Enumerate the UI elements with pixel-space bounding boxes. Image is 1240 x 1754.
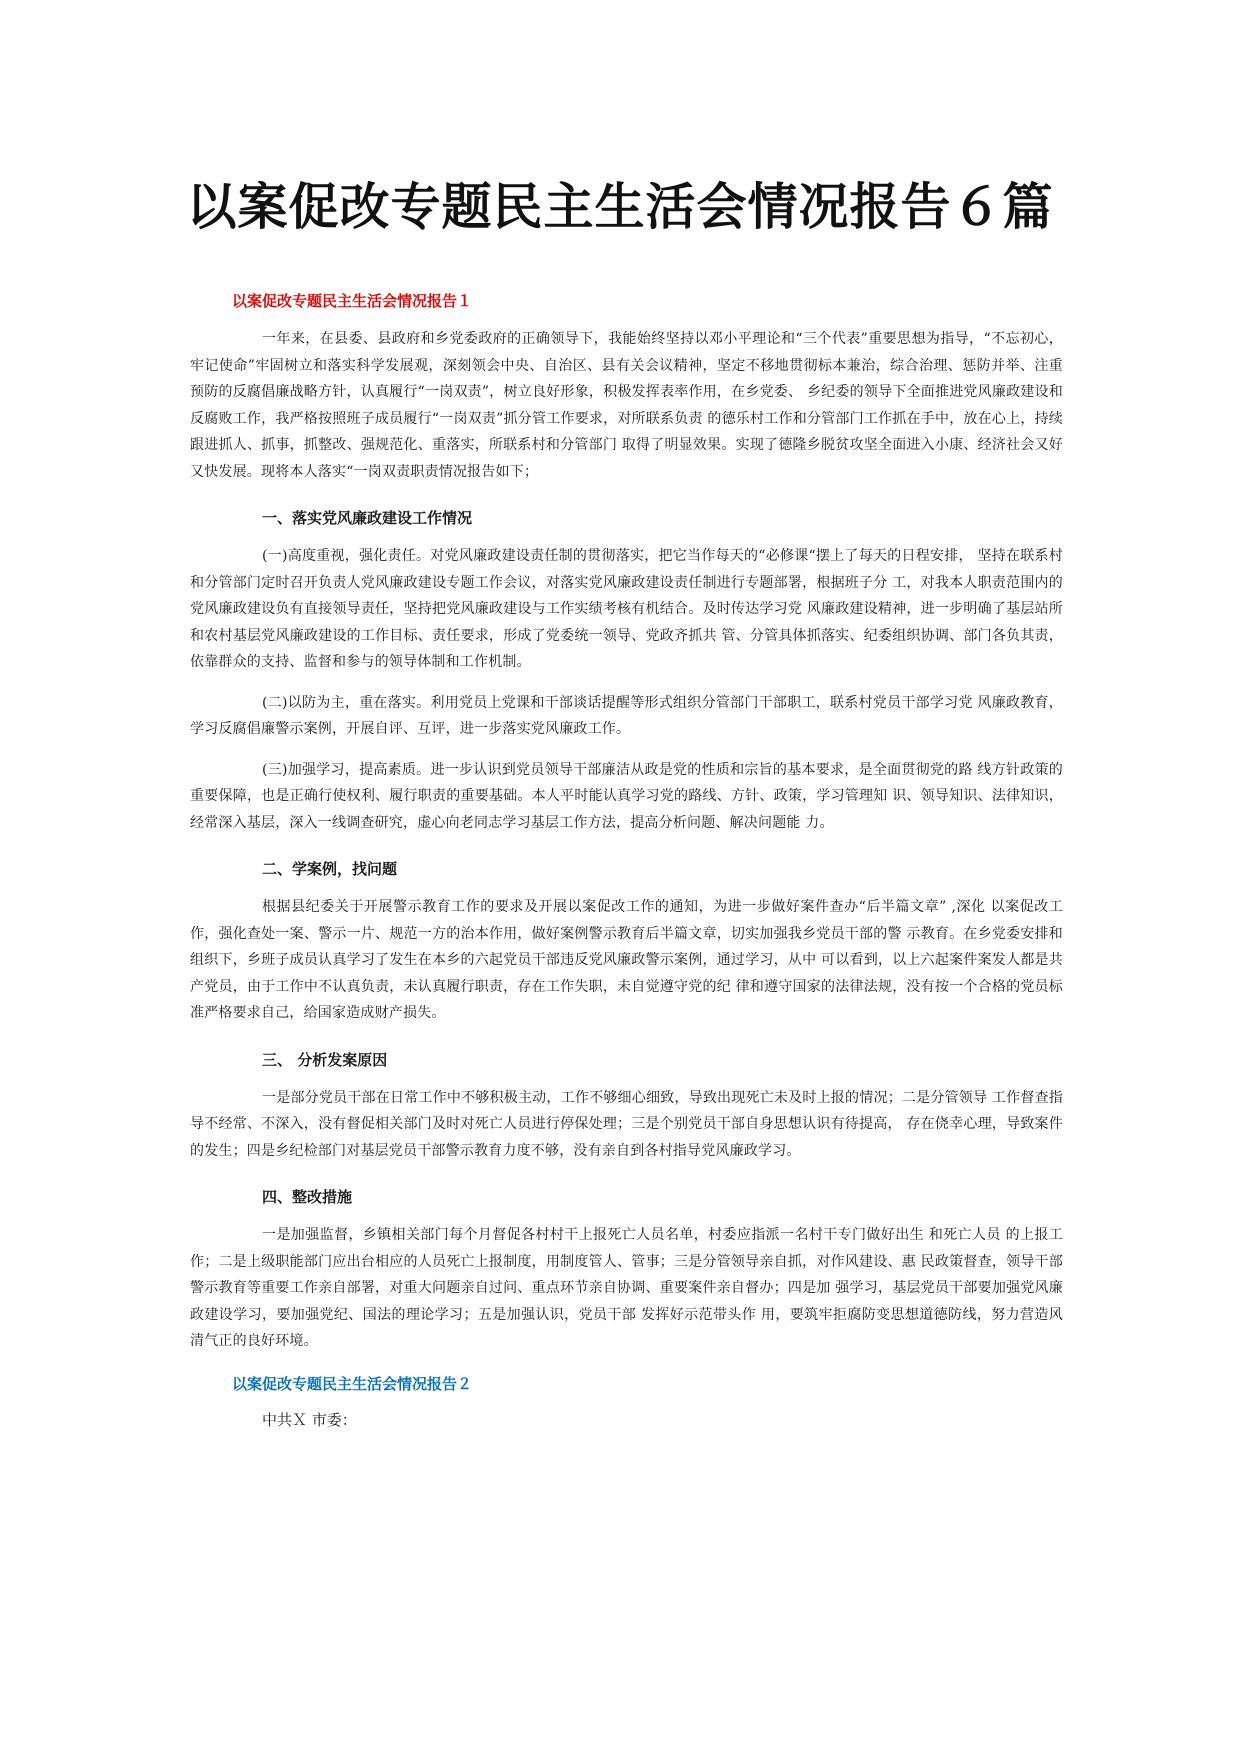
document-body <box>190 290 1063 1431</box>
section-1-heading: 一、落实党风廉政建设工作情况 <box>262 509 473 527</box>
section-3-paragraph-1: 一是部分党员干部在日常工作中不够积极主动，工作不够细心细致，导致出现死亡未及时上报的情况；二是分管领导 工作督查指导不经常、不深入，没有督促相关部门及时对死亡人员进行停保处理；三是个别党员干部自身思想认识有待提高， 存在侥幸心理，导致案件的发生；四是乡纪检部门对基层党员干部警示教育力度不够，没有亲自到各村指导党风廉政学习。 <box>190 1089 1063 1159</box>
report-1-subtitle: 以案促改专题民主生活会情况报告１ <box>232 292 473 310</box>
report-2-recipient: 中共Ｘ 市委： <box>262 1410 357 1429</box>
report-1-intro: 一年来，在县委、县政府和乡党委政府的正确领导下，我能始终坚持以邓小平理论和“三个代表”重要思想为指导，“不忘初心，牢记使命”牢固树立和落实科学发展观，深刻领会中央、自治区、县有关会议精神，坚定不移地贯彻标本兼治，综合治理、惩防并举、注重预防的反腐倡廉战略方针，认真履行“一岗双责”，树立良好形象，积极发挥表率作用，在乡党委、 乡纪委的领导下全面推进党风廉政建设和反腐败工作，我严格按照班子成员履行“一岗双责”抓分管工作要求，对所联系负责 的德乐村工作和分管部门工作抓在手中，放在心上，持续跟进抓人、抓事，抓整改、强规范化、重落实，所联系村和分管部门 取得了明显效果。实现了德隆乡脱贫攻坚全面进入小康、经济社会又好又快发展。现将本人落实“一岗双责职责情况报告如下； <box>190 331 1063 480</box>
section-2-heading: 二、学案例，找问题 <box>262 860 398 878</box>
section-3-heading: 三、 分析发案原因 <box>262 1050 388 1069</box>
section-4-heading: 四、整改措施 <box>262 1188 353 1206</box>
section-1-paragraph-3: (三)加强学习，提高素质。进一步认识到党员领导干部廉洁从政是党的性质和宗旨的基本要求，是全面贯彻党的路 线方针政策的重要保障，也是正确行使权利、履行职责的重要基础。本人平时能认真学习党的路线、方针、政策，学习管理知 识、领导知识、法律知识，经常深入基层，深入一线调查研究，虚心向老同志学习基层工作方法，提高分析问题、解决问题能 力。 <box>190 761 1063 831</box>
document-title: 以案促改专题民主生活会情况报告６篇 <box>186 178 1054 236</box>
section-1-paragraph-1: (一)高度重视，强化责任。对党风廉政建设责任制的贯彻落实，把它当作每天的“必修课“摆上了每天的日程安排， 坚持在联系村和分管部门定时召开负责人党风廉政建设专题工作会议，对落实党风廉政建设责任制进行专题部署，根据班子分 工，对我本人职责范围内的党风廉政建设负有直接领导责任，坚持把党风廉政建设与工作实绩考核有机结合。及时传达学习党 风廉政建设精神，进一步明确了基层站所和农村基层党风廉政建设的工作目标、责任要求，形成了党委统一领导、党政齐抓共 管、分管具体抓落实、纪委组织协调、部门各负其责，依靠群众的支持、监督和参与的领导体制和工作机制。 <box>190 548 1063 670</box>
section-1-paragraph-2: (二)以防为主，重在落实。利用党员上党课和干部谈话提醒等形式组织分管部门干部职工，联系村党员干部学习党 风廉政教育，学习反腐倡廉警示案例，开展自评、互评，进一步落实党风廉政工作。 <box>190 694 1063 737</box>
report-2-subtitle: 以案促改专题民主生活会情况报告２ <box>232 1374 473 1393</box>
section-4-paragraph-1: 一是加强监督，乡镇相关部门每个月督促各村村干上报死亡人员名单，村委应指派一名村干专门做好出生 和死亡人员 的上报工作；二是上级职能部门应出台相应的人员死亡上报制度，用制度管人、管事；三是分管领导亲自抓，对作风建设、惠 民政策督查，领导干部警示教育等重要工作亲自部署，对重大问题亲自过问、重点环节亲自协调、重要案件亲自督办；四是加 强学习，基层党员干部要加强党风廉政建设学习，要加强党纪、国法的理论学习；五是加强认识，党员干部 发挥好示范带头作 用，要筑牢拒腐防变思想道德防线，努力营造风清气正的良好环境。 <box>190 1227 1063 1349</box>
section-2-paragraph-1: 根据县纪委关于开展警示教育工作的要求及开展以案促改工作的通知，为进一步做好案件查办“后半篇文章” ,深化 以案促改工作，强化查处一案、警示一片、规范一方的治本作用，做好案例警示教育后半篇文章，切实加强我乡党员干部的警 示教育。在乡党委安排和组织下，乡班子成员认真学习了发生在本乡的六起党员干部违反党风廉政警示案例，通过学习，从中 可以看到，以上六起案件案发人都是共产党员，由于工作中不认真负责，未认真履行职责，存在工作失职，未自觉遵守党的纪 律和遵守国家的法律法规，没有按一个合格的党员标准严格要求自己，给国家造成财产损失。 <box>190 899 1063 1021</box>
